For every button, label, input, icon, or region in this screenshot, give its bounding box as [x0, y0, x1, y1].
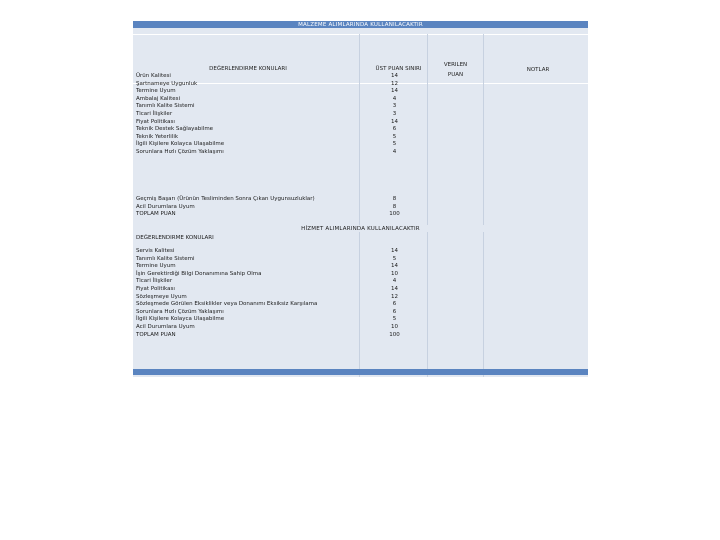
criteria-label: Fiyat Politikası	[136, 118, 175, 125]
max-score-value: 12	[391, 80, 398, 87]
criteria-label: İşin Gerektirdiği Bilgi Donanımına Sahip Olma	[136, 270, 262, 277]
max-score-value: 8	[392, 203, 397, 210]
criteria-label: Sözleşmeye Uyum	[136, 293, 187, 300]
max-score-value: 4	[392, 95, 397, 102]
footer-bar	[133, 369, 588, 375]
max-score-value: 5	[392, 133, 397, 140]
max-score-value: 14	[391, 118, 398, 125]
criteria-label: Sorunlara Hızlı Çözüm Yaklaşımı	[136, 149, 224, 155]
criteria-column-header: DEĞERLENDIRME KONULARI	[209, 66, 287, 72]
criteria-label: Termine Uyum	[136, 88, 176, 95]
max-score-value: 100	[389, 331, 400, 338]
max-score-value: 12	[391, 293, 398, 300]
criteria-label: Teknik Destek Sağlayabilme	[136, 126, 214, 133]
max-score-value: 3	[392, 103, 397, 110]
criteria-label: Acil Durumlara Uyum	[136, 324, 195, 330]
max-score-value: 100	[389, 211, 400, 218]
max-score-value: 14	[391, 248, 398, 254]
grid-line	[483, 34, 484, 377]
given-score-header-line1: VERILEN	[443, 62, 468, 68]
criteria-label: İlgili Kişilere Kolayca Ulaşabilme	[136, 141, 225, 148]
service-section-title: HİZMET ALIMLARINDA KULLANILACAKTIR	[133, 225, 588, 232]
criteria-label: Tanımlı Kalite Sistemi	[136, 103, 195, 110]
criteria-label: Acil Durumlara Uyum	[136, 203, 195, 210]
grid-line	[427, 34, 428, 377]
max-score-value: 4	[392, 149, 397, 155]
criteria-label: İlgili Kişilere Kolayca Ulaşabilme	[136, 316, 225, 323]
material-section-title: MALZEME ALIMLARINDA KULLANILACAKTIR	[133, 21, 588, 28]
max-score-value: 14	[391, 263, 398, 270]
row-divider	[133, 34, 588, 35]
notes-column-header: NOTLAR	[526, 67, 550, 73]
max-score-value: 5	[392, 316, 397, 323]
max-score-value: 5	[392, 255, 397, 262]
evaluation-table	[133, 21, 588, 377]
max-score-value: 6	[392, 126, 397, 133]
max-score-value: 14	[391, 73, 398, 79]
max-score-value: 5	[392, 141, 397, 148]
criteria-label: Ticari İlişkiler	[136, 278, 173, 285]
criteria-label: Termine Uyum	[136, 263, 176, 270]
criteria-label: Sorunlara Hızlı Çözüm Yaklaşımı	[136, 308, 224, 315]
criteria-label: Fiyat Politikası	[136, 286, 175, 292]
header-divider	[133, 83, 588, 84]
max-score-value: 14	[391, 88, 398, 95]
criteria-label: Ticari İlişkiler	[136, 111, 173, 117]
service-criteria-header: DEĞERLENDIRME KONULARI	[136, 235, 214, 241]
max-score-value: 3	[392, 111, 397, 117]
max-score-value: 6	[392, 308, 397, 315]
max-score-value: 10	[391, 270, 398, 277]
criteria-label: TOPLAM PUAN	[136, 211, 176, 218]
criteria-label: Sözleşmede Görülen Eksiklikler veya Donanımı Eksiksiz Karşılama	[136, 301, 318, 308]
max-score-value: 14	[391, 286, 398, 292]
criteria-label: Ambalaj Kalitesi	[136, 95, 181, 102]
criteria-label: Ürün Kalitesi	[136, 73, 171, 79]
criteria-label: Tanımlı Kalite Sistemi	[136, 255, 195, 262]
max-score-value: 4	[392, 278, 397, 285]
criteria-label: TOPLAM PUAN	[136, 331, 176, 338]
criteria-label: Geçmiş Başarı (Ürünün Tesliminden Sonra Çıkan Uygunsuzluklar)	[136, 196, 315, 202]
criteria-label: Şartnameye Uygunluk	[136, 80, 198, 87]
criteria-label: Servis Kalitesi	[136, 248, 175, 254]
given-score-header-line2: PUAN	[447, 72, 464, 78]
max-score-column-header: ÜST PUAN SINIRI	[375, 66, 422, 72]
max-score-value: 10	[391, 324, 398, 330]
max-score-value: 6	[392, 301, 397, 308]
grid-line	[359, 34, 360, 377]
criteria-label: Teknik Yeterlilik	[136, 133, 179, 140]
max-score-value: 8	[392, 196, 397, 202]
